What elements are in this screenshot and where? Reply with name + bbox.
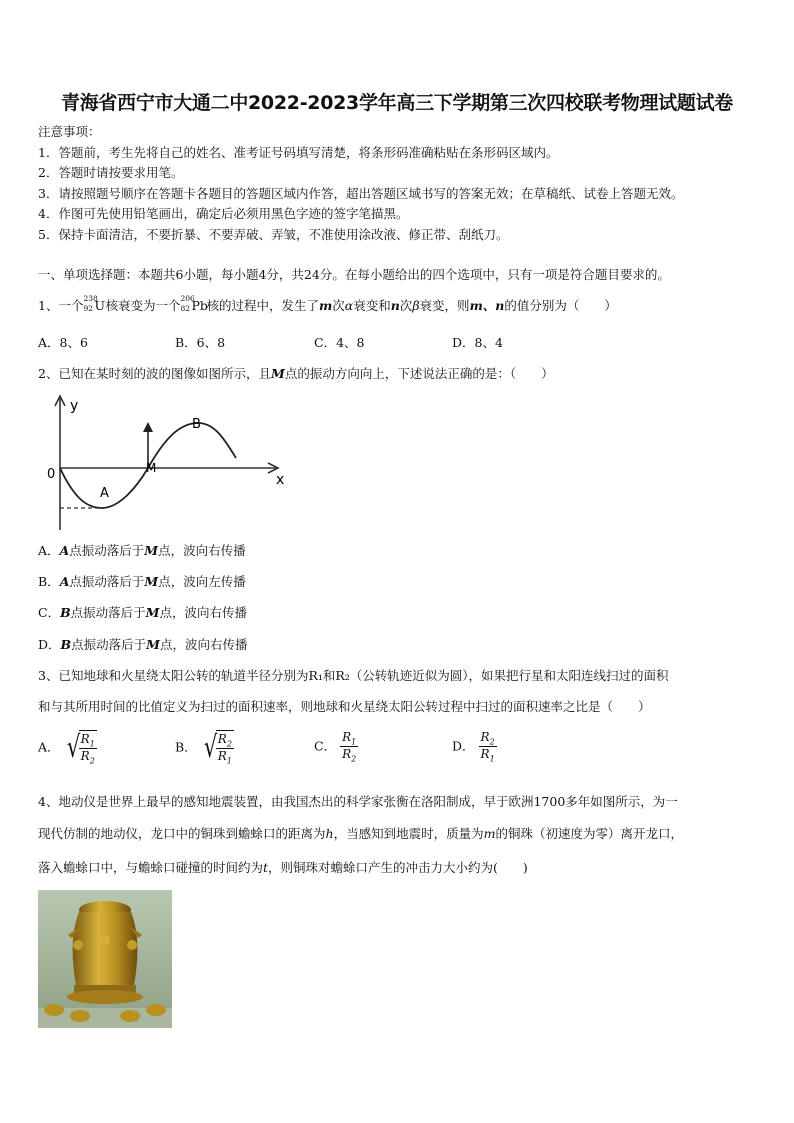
origin-label: 0 (47, 467, 56, 482)
point-m-label: M (146, 461, 157, 475)
point-a-label: A (100, 486, 109, 501)
question-4-line-2: 现代仿制的地动仪，龙口中的铜珠到蟾蜍口的距离为h，当感知到地震时，质量为m的铜珠（初速度为零）离开龙口， (38, 826, 683, 841)
notice-item: 1．答题前，考生先将自己的姓名、准考证号码填写清楚，将条形码准确粘贴在条形码区域内。 (38, 145, 559, 160)
question-1-stem: 1、一个 238 92 U 核衰变为一个 206 82 Pb 核的过程中，发生了m次α衰变和n次β衰变，则m、n的值分别为（ ） (38, 294, 617, 313)
q1-option-c: C．4、8 (314, 335, 365, 350)
notice-item: 2．答题时请按要求用笔。 (38, 165, 184, 180)
up-arrow-icon (143, 422, 153, 432)
question-3-line-1: 3、已知地球和火星绕太阳公转的轨道半径分别为R₁和R₂（公转轨迹近似为圆），如果把行星和太阳连线扫过的面积 (38, 668, 669, 683)
q3-option-d: D． $\frac{R_2}{R_1}$ (452, 730, 495, 764)
q2-option-c: C．B点振动落后于M点，波向右传播 (38, 605, 248, 620)
q1-option-d: D．8、4 (452, 335, 503, 350)
question-2-stem: 2、已知在某时刻的波的图像如图所示，且M点的振动方向向上，下述说法正确的是：（ ） (38, 366, 554, 381)
q3-option-a: A． √ $\frac{R_1}{R_2}$ (38, 729, 95, 766)
point-b-label: B (192, 417, 201, 432)
y-label: y (70, 398, 79, 414)
q3-option-c: C． $\frac{R_1}{R_2}$ (314, 730, 357, 764)
q2-option-b: B．A点振动落后于M点，波向左传播 (38, 574, 246, 589)
seismograph-photo (38, 890, 172, 1028)
question-4-line-1: 4、地动仪是世界上最早的感知地震装置，由我国杰出的科学家张衡在洛阳制成，早于欧洲1700多年如图所示，为一 (38, 794, 678, 809)
page-title: 青海省西宁市大通二中2022-2023学年高三下学期第三次四校联考物理试题试卷 (61, 92, 733, 114)
q3-option-b: B． √ $\frac{R_2}{R_1}$ (175, 729, 232, 766)
sqrt-expression: √ $\frac{R_2}{R_1}$ (203, 729, 232, 766)
section-heading: 一、单项选择题：本题共6小题，每小题4分，共24分。在每小题给出的四个选项中，只有一项是符合题目要求的。 (38, 267, 670, 282)
question-4-line-3: 落入蟾蜍口中，与蟾蜍口碰撞的时间约为t，则铜珠对蟾蜍口产生的冲击力大小约为( ) (38, 860, 528, 875)
notice-item: 3．请按照题号顺序在答题卡各题目的答题区域内作答，超出答题区域书写的答案无效；在草稿纸、试卷上答题无效。 (38, 186, 684, 201)
x-label: x (276, 472, 285, 488)
uranium-nuclide: 238 92 U (83, 294, 105, 313)
q1-option-a: A．8、6 (38, 335, 88, 350)
seismograph-image (38, 890, 172, 1028)
question-3-line-2: 和与其所用时间的比值定义为扫过的面积速率，则地球和火星绕太阳公转过程中扫过的面积速率之比是（ ） (38, 699, 651, 714)
q1-option-b: B．6、8 (175, 335, 226, 350)
notice-item: 5．保持卡面清洁，不要折暴、不要弄破、弄皱，不准使用涂改液、修正带、刮纸刀。 (38, 227, 509, 242)
notice-heading: 注意事项： (38, 124, 101, 139)
q2-option-d: D．B点振动落后于M点，波向右传播 (38, 637, 248, 652)
lead-nuclide: 206 82 Pb (180, 294, 208, 313)
sqrt-expression: √ $\frac{R_1}{R_2}$ (66, 729, 95, 766)
notice-item: 4．作图可先使用铅笔画出，确定后必须用黑色字迹的签字笔描黑。 (38, 206, 409, 221)
wave-graph (40, 390, 300, 535)
q2-option-a: A．A点振动落后于M点，波向右传播 (38, 543, 246, 558)
